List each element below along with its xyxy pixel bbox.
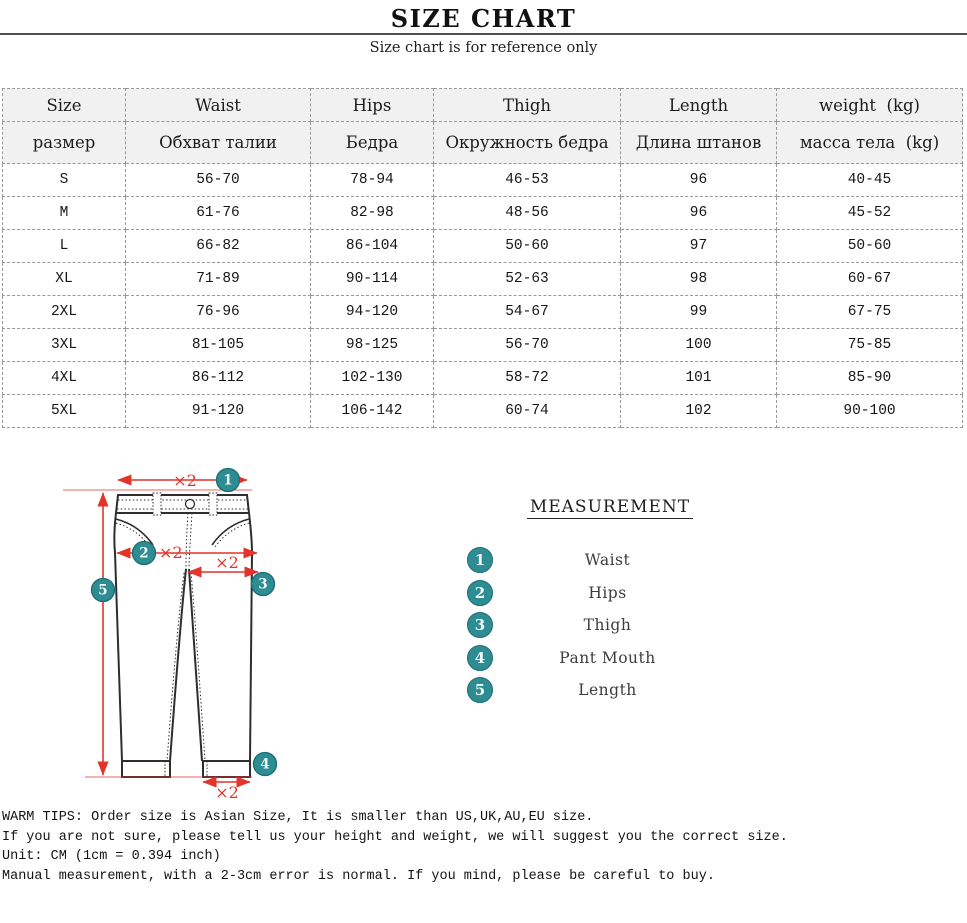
warm-tips [2, 808, 962, 886]
legend-label: Length [578, 681, 637, 700]
table-row [3, 164, 963, 197]
cell-weight: 50-60 [777, 230, 963, 263]
col-header-weight-ru: масса тела (kg) [777, 122, 963, 164]
svg-text:5: 5 [98, 582, 108, 599]
cell-hips: 78-94 [311, 164, 434, 197]
tips-line-1: WARM TIPS: Order size is Asian Size, It is smaller than US,UK,AU,EU size. [2, 810, 594, 825]
cell-size: 5XL [3, 395, 126, 428]
cell-length: 99 [621, 296, 777, 329]
cell-waist: 86-112 [126, 362, 311, 395]
legend-item-waist [450, 544, 770, 577]
table-row [3, 263, 963, 296]
col-header-length: Length [621, 89, 777, 122]
cell-size: 3XL [3, 329, 126, 362]
cell-waist: 71-89 [126, 263, 311, 296]
cell-weight: 85-90 [777, 362, 963, 395]
cell-waist: 66-82 [126, 230, 311, 263]
cell-weight: 75-85 [777, 329, 963, 362]
cell-thigh: 48-56 [434, 197, 621, 230]
cell-weight: 40-45 [777, 164, 963, 197]
col-header-weight: weight (kg) [777, 89, 963, 122]
cell-hips: 86-104 [311, 230, 434, 263]
table-header-row-ru [3, 122, 963, 164]
cell-weight: 60-67 [777, 263, 963, 296]
table-row [3, 296, 963, 329]
header-divider [0, 33, 967, 35]
cell-thigh: 58-72 [434, 362, 621, 395]
diagram-badge-4 [254, 753, 277, 776]
cell-length: 100 [621, 329, 777, 362]
svg-text:2: 2 [139, 545, 149, 562]
measurement-title: MEASUREMENT [527, 497, 693, 519]
cell-size: 4XL [3, 362, 126, 395]
cell-thigh: 60-74 [434, 395, 621, 428]
legend-label: Thigh [583, 616, 632, 635]
col-header-size-ru: размер [3, 122, 126, 164]
cell-thigh: 50-60 [434, 230, 621, 263]
legend-item-thigh [450, 609, 770, 642]
page-title: SIZE CHART [390, 4, 577, 33]
size-table [2, 88, 963, 428]
hips-x2-label: ×2 [159, 543, 183, 562]
cell-hips: 102-130 [311, 362, 434, 395]
legend-badge-2: 2 [467, 580, 493, 606]
diagram-badge-1 [217, 469, 240, 492]
cell-waist: 56-70 [126, 164, 311, 197]
cell-hips: 94-120 [311, 296, 434, 329]
cell-weight: 67-75 [777, 296, 963, 329]
cell-length: 97 [621, 230, 777, 263]
legend-badge-3: 3 [467, 612, 493, 638]
col-header-hips-ru: Бедра [311, 122, 434, 164]
cell-weight: 45-52 [777, 197, 963, 230]
legend-badge-1: 1 [467, 547, 493, 573]
cell-weight: 90-100 [777, 395, 963, 428]
table-row [3, 362, 963, 395]
legend-item-length [450, 674, 770, 707]
pants-measurement-diagram [57, 455, 307, 803]
cell-length: 102 [621, 395, 777, 428]
table-row [3, 329, 963, 362]
measurement-title-wrap [450, 497, 770, 523]
legend-badge-5: 5 [467, 677, 493, 703]
diagram-badge-3 [252, 573, 275, 596]
cell-size: S [3, 164, 126, 197]
cell-waist: 81-105 [126, 329, 311, 362]
col-header-size: Size [3, 89, 126, 122]
waist-x2-label: ×2 [173, 471, 197, 490]
thigh-x2-label: ×2 [215, 553, 239, 572]
cell-length: 101 [621, 362, 777, 395]
diagram-badge-5 [92, 579, 115, 602]
table-header-row-en [3, 89, 963, 122]
col-header-length-ru: Длина штанов [621, 122, 777, 164]
cell-length: 96 [621, 197, 777, 230]
cell-hips: 106-142 [311, 395, 434, 428]
col-header-hips: Hips [311, 89, 434, 122]
cell-thigh: 54-67 [434, 296, 621, 329]
cell-size: XL [3, 263, 126, 296]
tips-line-4: Manual measurement, with a 2-3cm error is normal. If you mind, please be careful to buy. [2, 868, 715, 884]
cell-hips: 90-114 [311, 263, 434, 296]
legend-badge-4: 4 [467, 645, 493, 671]
legend-label: Hips [588, 583, 627, 602]
cell-thigh: 52-63 [434, 263, 621, 296]
cell-size: 2XL [3, 296, 126, 329]
legend-label: Pant Mouth [559, 648, 656, 667]
legend-label: Waist [584, 551, 631, 570]
cell-size: L [3, 230, 126, 263]
table-row [3, 230, 963, 263]
table-row [3, 197, 963, 230]
cell-size: M [3, 197, 126, 230]
jeans-outline [114, 493, 252, 777]
cell-waist: 91-120 [126, 395, 311, 428]
col-header-waist-ru: Обхват талии [126, 122, 311, 164]
measurement-legend [450, 497, 770, 707]
cell-hips: 98-125 [311, 329, 434, 362]
measurement-items [450, 544, 770, 707]
tips-line-3: Unit: CM (1cm = 0.394 inch) [2, 849, 221, 864]
cell-length: 96 [621, 164, 777, 197]
svg-text:3: 3 [258, 576, 268, 593]
col-header-waist: Waist [126, 89, 311, 122]
svg-text:4: 4 [260, 756, 270, 773]
col-header-thigh: Thigh [434, 89, 621, 122]
pant-mouth-x2-label: ×2 [215, 783, 239, 802]
page-subtitle: Size chart is for reference only [369, 40, 598, 56]
legend-item-pant-mouth [450, 642, 770, 675]
table-row [3, 395, 963, 428]
cell-thigh: 46-53 [434, 164, 621, 197]
legend-item-hips [450, 577, 770, 610]
cell-thigh: 56-70 [434, 329, 621, 362]
cell-waist: 76-96 [126, 296, 311, 329]
tips-line-2: If you are not sure, please tell us your height and weight, we will suggest you the correct size. [2, 829, 788, 845]
cell-waist: 61-76 [126, 197, 311, 230]
cell-hips: 82-98 [311, 197, 434, 230]
svg-text:1: 1 [223, 472, 233, 489]
col-header-thigh-ru: Окружность бедра [434, 122, 621, 164]
cell-length: 98 [621, 263, 777, 296]
diagram-badge-2 [133, 542, 156, 565]
